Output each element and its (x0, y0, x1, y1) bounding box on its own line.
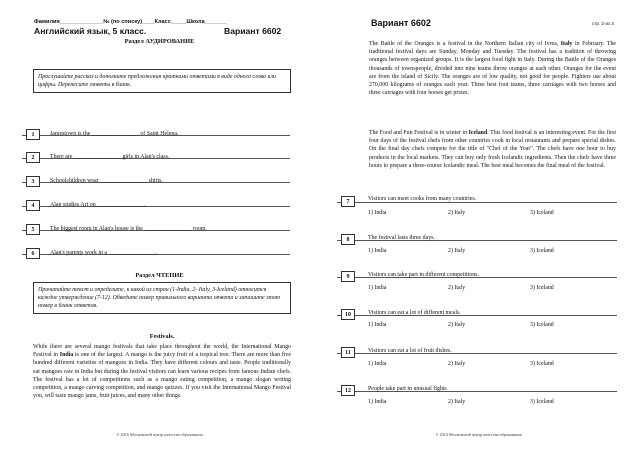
page-number: стр. 2 из 3 (592, 21, 614, 26)
question-number: 10 (341, 309, 355, 320)
question-number: 9 (341, 271, 355, 282)
option-india[interactable]: 1) India (368, 399, 387, 405)
option-iceland[interactable]: 3) Iceland (530, 285, 554, 291)
variant-title-right: Вариант 6602 (371, 18, 431, 28)
question-text: Alan's parents work in a ________________. (50, 250, 158, 256)
option-iceland[interactable]: 3) Iceland (530, 248, 554, 254)
option-italy[interactable]: 2) Italy (448, 248, 466, 254)
option-iceland[interactable]: 3) Iceland (530, 322, 554, 328)
question-text: Schoolchildren wear ________________ shirts. (50, 178, 163, 184)
option-india[interactable]: 1) India (368, 248, 387, 254)
instruction-listening: Прослушайте рассказ и дополните предложения краткими ответами в виде одного слова или цифры. Перенесите ответы в бланк. (33, 69, 291, 93)
question-number: 6 (26, 248, 40, 259)
option-india[interactable]: 1) India (368, 361, 387, 367)
option-italy[interactable]: 2) Italy (448, 210, 466, 216)
question-number: 1 (26, 129, 40, 140)
option-italy[interactable]: 2) Italy (448, 285, 466, 291)
option-india[interactable]: 1) India (368, 210, 387, 216)
section-reading-title: Раздел ЧТЕНИЕ (135, 272, 184, 279)
question-text: Visitors can eat a lot of fruit dishes. (368, 348, 452, 354)
option-india[interactable]: 1) India (368, 285, 387, 291)
question-number: 5 (26, 224, 40, 235)
text-title: Festivals. (149, 333, 175, 340)
left-footer: © 2016 Московский центр качества образования (116, 432, 203, 437)
question-text: Jamestown is the ________________ of Saint Helena. (50, 131, 179, 137)
question-number: 11 (341, 347, 355, 358)
reading-text-iceland: The Food and Fun Festival is in winter in Iceland. This food festival is an interesting event. For the first four days of the festival chefs from other countries cook in local restaurants and prepare special dishes. On the final day chefs compete for the title of "Chef of the Year". The chefs have one hour to buy products in the local markets. They can buy only fresh Icelandic ingredients. Then the chefs have three hours to prepare a three-course Icelandic meal. The best meal becomes the final meal of the festival. (369, 130, 616, 169)
option-italy[interactable]: 2) Italy (448, 322, 466, 328)
question-number: 3 (26, 176, 40, 187)
question-text: Visitors can eat a lot of different meals. (368, 310, 461, 316)
question-number: 7 (341, 196, 355, 207)
question-text: Visitors can take part in different competitions. (368, 272, 479, 278)
option-india[interactable]: 1) India (368, 322, 387, 328)
right-page (319, 0, 638, 451)
question-text: People take part in unusual fights (368, 386, 447, 392)
question-text: The festival lasts three days. (368, 235, 435, 241)
reading-text-india: While there are several mango festivals that take place throughout the world, the International Mango Festival in India is one of the largest. A mango is the juicy fruit of a tropical tree. There are more than five hundred different varieties of mangoes in India. They have different colours and taste. People traditionally eat mangoes raw in India but during the festival visitors can learn various recipes from famous Indian chefs. The festival has a lot of competitions such as a mango eating competition, a mango slogan writing competition, a mango carving competition, and mango quizzes. If you visit the International Mango Festival you, will taste mango jams, fruit juices, and many other things. (33, 344, 291, 400)
section-listening-title: Раздел АУДИРОВАНИЕ (124, 38, 195, 45)
question-text: Visitors can meet cooks from many countries. (368, 196, 477, 202)
variant-title: Вариант 6602 (224, 26, 282, 36)
question-number: 2 (26, 152, 40, 163)
subject-title: Английский язык, 5 класс. (34, 26, 147, 36)
option-iceland[interactable]: 3) Iceland (530, 210, 554, 216)
option-iceland[interactable]: 3) Iceland (530, 399, 554, 405)
right-footer: © 2016 Московский центр качества образования (435, 432, 522, 437)
question-number: 4 (26, 200, 40, 211)
option-italy[interactable]: 2) Italy (448, 399, 466, 405)
option-iceland[interactable]: 3) Iceland (530, 361, 554, 367)
option-italy[interactable]: 2) Italy (448, 361, 466, 367)
instruction-reading: Прочитайте текст и определите, к какой из стран (1-India, 2- Italy, 3-Iceland) относится каждое утверждение (7-12). Обведите номер правильного варианта ответа и запишите этот номер в бланк ответов. (33, 282, 291, 314)
question-number: 8 (341, 234, 355, 245)
question-text: There are ________________ girls in Alan's class. (50, 154, 170, 160)
student-info-line: Фамилия______________№ (по списку)____Класс_____Школа_______ (34, 19, 227, 25)
question-text: Alan studies Art on ________________. (50, 202, 146, 208)
question-number: 12 (341, 385, 355, 396)
question-text: The biggest room in Alan's house is the ________________ room. (50, 226, 207, 232)
reading-text-italy: The Battle of the Oranges is a festival in the Northern Italian city of Ivrea, Italy in February. The traditional festival days are Sunday, Monday and Tuesday. The festival has a tradition of throwing oranges between organized groups. It is the largest food fight in Italy. During the Battle of the Oranges thousands of townspeople, divided into nine teams throw oranges at each other. Oranges for the event are from the island of Sicily. The oranges are of low quality, not good for people. Fighters use about 270,000 kilograms of oranges each year. Three best foot teams, three carriages with two horses and three carriages with four horses get prizes. (369, 41, 616, 97)
